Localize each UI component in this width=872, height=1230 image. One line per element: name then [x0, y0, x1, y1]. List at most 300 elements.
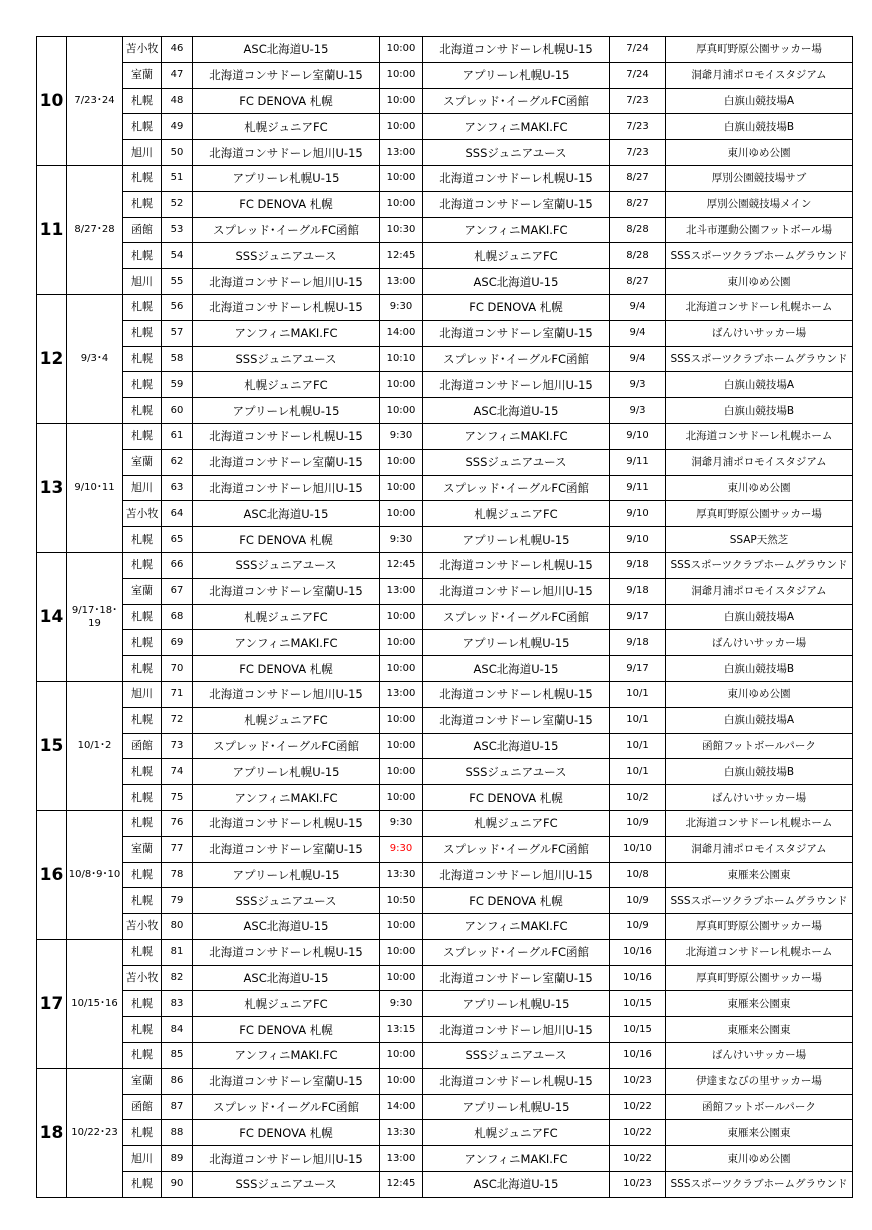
round-number-cell: 13	[37, 423, 67, 552]
table-row	[37, 37, 853, 63]
kickoff-time-cell: 12:45	[380, 243, 423, 269]
home-team-cell: FC DENOVA 札幌	[193, 527, 380, 553]
venue-cell: ばんけいサッカー場	[666, 1043, 853, 1069]
match-number-cell: 67	[162, 578, 193, 604]
home-team-cell: 北海道コンサドーレ旭川U-15	[193, 269, 380, 295]
area-cell: 函館	[123, 217, 162, 243]
area-cell: 札幌	[123, 604, 162, 630]
kickoff-time-cell: 10:00	[380, 939, 423, 965]
table-row	[37, 681, 853, 707]
area-cell: 札幌	[123, 888, 162, 914]
match-date-cell: 10/16	[610, 965, 666, 991]
home-team-cell: スプレッド･イーグルFC函館	[193, 217, 380, 243]
away-team-cell: アンフィニMAKI.FC	[423, 423, 610, 449]
match-number-cell: 52	[162, 191, 193, 217]
match-number-cell: 69	[162, 630, 193, 656]
kickoff-time-cell: 10:00	[380, 707, 423, 733]
home-team-cell: SSSジュニアユース	[193, 888, 380, 914]
match-date-cell: 8/28	[610, 243, 666, 269]
kickoff-time-cell: 13:30	[380, 1120, 423, 1146]
match-number-cell: 64	[162, 501, 193, 527]
table-row	[37, 785, 853, 811]
away-team-cell: アプリーレ札幌U-15	[423, 630, 610, 656]
area-cell: 札幌	[123, 527, 162, 553]
match-date-cell: 9/18	[610, 552, 666, 578]
away-team-cell: スプレッド･イーグルFC函館	[423, 836, 610, 862]
match-date-cell: 10/22	[610, 1120, 666, 1146]
away-team-cell: 北海道コンサドーレ札幌U-15	[423, 165, 610, 191]
match-number-cell: 53	[162, 217, 193, 243]
kickoff-time-cell: 10:00	[380, 37, 423, 63]
kickoff-time-cell: 13:00	[380, 681, 423, 707]
venue-cell: 白旗山競技場A	[666, 88, 853, 114]
match-number-cell: 88	[162, 1120, 193, 1146]
match-number-cell: 59	[162, 372, 193, 398]
area-cell: 札幌	[123, 294, 162, 320]
table-row	[37, 243, 853, 269]
venue-cell: 厚別公園競技場サブ	[666, 165, 853, 191]
match-date-cell: 7/23	[610, 114, 666, 140]
kickoff-time-cell: 14:00	[380, 1094, 423, 1120]
venue-cell: 東川ゆめ公園	[666, 475, 853, 501]
home-team-cell: アンフィニMAKI.FC	[193, 1043, 380, 1069]
match-date-cell: 7/23	[610, 88, 666, 114]
away-team-cell: 北海道コンサドーレ札幌U-15	[423, 37, 610, 63]
venue-cell: SSSスポーツクラブホームグラウンド	[666, 1172, 853, 1198]
venue-cell: 白旗山競技場B	[666, 656, 853, 682]
match-date-cell: 9/11	[610, 475, 666, 501]
kickoff-time-cell: 10:00	[380, 165, 423, 191]
match-number-cell: 79	[162, 888, 193, 914]
area-cell: 札幌	[123, 114, 162, 140]
kickoff-time-cell: 10:00	[380, 114, 423, 140]
kickoff-time-cell: 10:00	[380, 630, 423, 656]
table-row	[37, 733, 853, 759]
match-date-cell: 10/1	[610, 733, 666, 759]
area-cell: 札幌	[123, 398, 162, 424]
home-team-cell: FC DENOVA 札幌	[193, 1120, 380, 1146]
venue-cell: 厚別公園競技場メイン	[666, 191, 853, 217]
home-team-cell: 北海道コンサドーレ室蘭U-15	[193, 62, 380, 88]
table-row	[37, 552, 853, 578]
kickoff-time-cell: 10:00	[380, 1043, 423, 1069]
away-team-cell: アンフィニMAKI.FC	[423, 114, 610, 140]
round-dates-cell: 7/23･24	[67, 37, 123, 166]
table-row	[37, 1146, 853, 1172]
kickoff-time-cell: 13:00	[380, 140, 423, 166]
venue-cell: 厚真町野原公園サッカー場	[666, 501, 853, 527]
away-team-cell: ASC北海道U-15	[423, 733, 610, 759]
home-team-cell: 北海道コンサドーレ室蘭U-15	[193, 836, 380, 862]
kickoff-time-cell: 13:00	[380, 1146, 423, 1172]
kickoff-time-cell: 10:00	[380, 1068, 423, 1094]
match-number-cell: 46	[162, 37, 193, 63]
kickoff-time-cell: 10:00	[380, 372, 423, 398]
table-row	[37, 1120, 853, 1146]
home-team-cell: アプリーレ札幌U-15	[193, 759, 380, 785]
home-team-cell: SSSジュニアユース	[193, 552, 380, 578]
table-row	[37, 1017, 853, 1043]
kickoff-time-cell: 13:15	[380, 1017, 423, 1043]
round-dates-cell: 9/17･18･19	[67, 552, 123, 681]
match-date-cell: 9/17	[610, 656, 666, 682]
venue-cell: 洞爺月浦ポロモイスタジアム	[666, 62, 853, 88]
kickoff-time-cell: 10:00	[380, 759, 423, 785]
home-team-cell: SSSジュニアユース	[193, 346, 380, 372]
round-dates-cell: 10/1･2	[67, 681, 123, 810]
home-team-cell: アプリーレ札幌U-15	[193, 398, 380, 424]
match-date-cell: 8/27	[610, 191, 666, 217]
venue-cell: 東雁来公園東	[666, 862, 853, 888]
table-row	[37, 991, 853, 1017]
match-number-cell: 80	[162, 914, 193, 940]
table-row	[37, 62, 853, 88]
away-team-cell: 北海道コンサドーレ室蘭U-15	[423, 191, 610, 217]
round-dates-cell: 10/15･16	[67, 939, 123, 1068]
away-team-cell: アプリーレ札幌U-15	[423, 527, 610, 553]
match-date-cell: 9/18	[610, 630, 666, 656]
kickoff-time-cell: 9:30	[380, 836, 423, 862]
venue-cell: 東川ゆめ公園	[666, 140, 853, 166]
match-number-cell: 76	[162, 810, 193, 836]
home-team-cell: アンフィニMAKI.FC	[193, 785, 380, 811]
area-cell: 札幌	[123, 939, 162, 965]
venue-cell: 函館フットボールパーク	[666, 733, 853, 759]
home-team-cell: 北海道コンサドーレ旭川U-15	[193, 140, 380, 166]
venue-cell: 北海道コンサドーレ札幌ホーム	[666, 294, 853, 320]
kickoff-time-cell: 10:00	[380, 604, 423, 630]
home-team-cell: ASC北海道U-15	[193, 965, 380, 991]
table-row	[37, 501, 853, 527]
away-team-cell: SSSジュニアユース	[423, 759, 610, 785]
venue-cell: 白旗山競技場B	[666, 398, 853, 424]
area-cell: 札幌	[123, 88, 162, 114]
away-team-cell: アプリーレ札幌U-15	[423, 1094, 610, 1120]
match-date-cell: 10/22	[610, 1094, 666, 1120]
area-cell: 札幌	[123, 656, 162, 682]
table-row	[37, 1043, 853, 1069]
venue-cell: 厚真町野原公園サッカー場	[666, 37, 853, 63]
area-cell: 札幌	[123, 423, 162, 449]
match-date-cell: 8/27	[610, 269, 666, 295]
home-team-cell: 札幌ジュニアFC	[193, 604, 380, 630]
home-team-cell: 北海道コンサドーレ旭川U-15	[193, 1146, 380, 1172]
match-date-cell: 10/9	[610, 810, 666, 836]
area-cell: 札幌	[123, 1172, 162, 1198]
venue-cell: 白旗山競技場A	[666, 604, 853, 630]
away-team-cell: ASC北海道U-15	[423, 398, 610, 424]
away-team-cell: 北海道コンサドーレ室蘭U-15	[423, 320, 610, 346]
match-date-cell: 10/2	[610, 785, 666, 811]
match-number-cell: 49	[162, 114, 193, 140]
away-team-cell: ASC北海道U-15	[423, 269, 610, 295]
match-date-cell: 9/10	[610, 527, 666, 553]
away-team-cell: 北海道コンサドーレ室蘭U-15	[423, 707, 610, 733]
match-number-cell: 81	[162, 939, 193, 965]
table-row	[37, 630, 853, 656]
match-date-cell: 9/3	[610, 398, 666, 424]
schedule-body	[37, 37, 853, 1198]
venue-cell: 東川ゆめ公園	[666, 681, 853, 707]
area-cell: 室蘭	[123, 578, 162, 604]
match-number-cell: 47	[162, 62, 193, 88]
away-team-cell: 北海道コンサドーレ札幌U-15	[423, 552, 610, 578]
home-team-cell: 札幌ジュニアFC	[193, 372, 380, 398]
area-cell: 札幌	[123, 191, 162, 217]
match-number-cell: 61	[162, 423, 193, 449]
table-row	[37, 191, 853, 217]
match-number-cell: 72	[162, 707, 193, 733]
area-cell: 苫小牧	[123, 914, 162, 940]
away-team-cell: 北海道コンサドーレ札幌U-15	[423, 681, 610, 707]
home-team-cell: 札幌ジュニアFC	[193, 114, 380, 140]
round-number-cell: 15	[37, 681, 67, 810]
home-team-cell: 北海道コンサドーレ旭川U-15	[193, 681, 380, 707]
match-date-cell: 10/16	[610, 1043, 666, 1069]
away-team-cell: アンフィニMAKI.FC	[423, 1146, 610, 1172]
away-team-cell: 北海道コンサドーレ旭川U-15	[423, 1017, 610, 1043]
table-row	[37, 836, 853, 862]
home-team-cell: SSSジュニアユース	[193, 243, 380, 269]
away-team-cell: 北海道コンサドーレ札幌U-15	[423, 1068, 610, 1094]
kickoff-time-cell: 13:00	[380, 578, 423, 604]
venue-cell: 洞爺月浦ポロモイスタジアム	[666, 578, 853, 604]
match-date-cell: 7/23	[610, 140, 666, 166]
away-team-cell: FC DENOVA 札幌	[423, 294, 610, 320]
area-cell: 旭川	[123, 269, 162, 295]
area-cell: 札幌	[123, 862, 162, 888]
kickoff-time-cell: 13:00	[380, 269, 423, 295]
match-number-cell: 60	[162, 398, 193, 424]
round-number-cell: 14	[37, 552, 67, 681]
match-number-cell: 84	[162, 1017, 193, 1043]
table-row	[37, 939, 853, 965]
match-date-cell: 9/18	[610, 578, 666, 604]
match-date-cell: 9/3	[610, 372, 666, 398]
venue-cell: 北海道コンサドーレ札幌ホーム	[666, 939, 853, 965]
table-row	[37, 320, 853, 346]
kickoff-time-cell: 10:00	[380, 88, 423, 114]
venue-cell: ばんけいサッカー場	[666, 785, 853, 811]
kickoff-time-cell: 10:00	[380, 501, 423, 527]
table-row	[37, 1172, 853, 1198]
table-row	[37, 346, 853, 372]
match-number-cell: 82	[162, 965, 193, 991]
round-dates-cell: 9/10･11	[67, 423, 123, 552]
home-team-cell: アンフィニMAKI.FC	[193, 630, 380, 656]
table-row	[37, 423, 853, 449]
away-team-cell: 札幌ジュニアFC	[423, 501, 610, 527]
home-team-cell: FC DENOVA 札幌	[193, 1017, 380, 1043]
kickoff-time-cell: 10:00	[380, 398, 423, 424]
venue-cell: 北斗市運動公園フットボール場	[666, 217, 853, 243]
match-number-cell: 48	[162, 88, 193, 114]
match-date-cell: 9/17	[610, 604, 666, 630]
match-date-cell: 10/23	[610, 1172, 666, 1198]
match-date-cell: 10/22	[610, 1146, 666, 1172]
round-number-cell: 11	[37, 165, 67, 294]
home-team-cell: ASC北海道U-15	[193, 37, 380, 63]
match-number-cell: 63	[162, 475, 193, 501]
venue-cell: 東川ゆめ公園	[666, 269, 853, 295]
table-row	[37, 862, 853, 888]
venue-cell: SSAP天然芝	[666, 527, 853, 553]
area-cell: 旭川	[123, 1146, 162, 1172]
kickoff-time-cell: 14:00	[380, 320, 423, 346]
round-number-cell: 18	[37, 1068, 67, 1197]
match-date-cell: 9/11	[610, 449, 666, 475]
match-date-cell: 7/24	[610, 62, 666, 88]
kickoff-time-cell: 10:50	[380, 888, 423, 914]
home-team-cell: 札幌ジュニアFC	[193, 707, 380, 733]
match-date-cell: 8/27	[610, 165, 666, 191]
table-row	[37, 269, 853, 295]
table-row	[37, 1068, 853, 1094]
area-cell: 札幌	[123, 1120, 162, 1146]
table-row	[37, 294, 853, 320]
match-number-cell: 74	[162, 759, 193, 785]
match-date-cell: 10/15	[610, 1017, 666, 1043]
venue-cell: 函館フットボールパーク	[666, 1094, 853, 1120]
area-cell: 札幌	[123, 346, 162, 372]
area-cell: 札幌	[123, 630, 162, 656]
home-team-cell: ASC北海道U-15	[193, 501, 380, 527]
area-cell: 札幌	[123, 707, 162, 733]
kickoff-time-cell: 9:30	[380, 294, 423, 320]
match-date-cell: 10/9	[610, 888, 666, 914]
match-date-cell: 10/9	[610, 914, 666, 940]
venue-cell: 東川ゆめ公園	[666, 1146, 853, 1172]
kickoff-time-cell: 10:00	[380, 733, 423, 759]
home-team-cell: 北海道コンサドーレ札幌U-15	[193, 423, 380, 449]
match-date-cell: 10/1	[610, 707, 666, 733]
venue-cell: ばんけいサッカー場	[666, 630, 853, 656]
home-team-cell: スプレッド･イーグルFC函館	[193, 1094, 380, 1120]
venue-cell: 北海道コンサドーレ札幌ホーム	[666, 423, 853, 449]
kickoff-time-cell: 10:00	[380, 449, 423, 475]
away-team-cell: SSSジュニアユース	[423, 449, 610, 475]
table-row	[37, 372, 853, 398]
match-number-cell: 73	[162, 733, 193, 759]
table-row	[37, 449, 853, 475]
table-row	[37, 656, 853, 682]
match-date-cell: 7/24	[610, 37, 666, 63]
away-team-cell: アプリーレ札幌U-15	[423, 62, 610, 88]
away-team-cell: アプリーレ札幌U-15	[423, 991, 610, 1017]
kickoff-time-cell: 10:00	[380, 785, 423, 811]
match-date-cell: 9/4	[610, 294, 666, 320]
table-row	[37, 398, 853, 424]
area-cell: 札幌	[123, 243, 162, 269]
home-team-cell: 北海道コンサドーレ室蘭U-15	[193, 578, 380, 604]
area-cell: 室蘭	[123, 1068, 162, 1094]
venue-cell: 白旗山競技場B	[666, 114, 853, 140]
venue-cell: 北海道コンサドーレ札幌ホーム	[666, 810, 853, 836]
away-team-cell: SSSジュニアユース	[423, 140, 610, 166]
area-cell: 札幌	[123, 320, 162, 346]
area-cell: 札幌	[123, 810, 162, 836]
venue-cell: SSSスポーツクラブホームグラウンド	[666, 243, 853, 269]
match-number-cell: 83	[162, 991, 193, 1017]
kickoff-time-cell: 9:30	[380, 527, 423, 553]
match-number-cell: 85	[162, 1043, 193, 1069]
table-row	[37, 165, 853, 191]
match-number-cell: 55	[162, 269, 193, 295]
kickoff-time-cell: 10:00	[380, 914, 423, 940]
venue-cell: 白旗山競技場A	[666, 707, 853, 733]
kickoff-time-cell: 9:30	[380, 810, 423, 836]
table-row	[37, 527, 853, 553]
away-team-cell: FC DENOVA 札幌	[423, 785, 610, 811]
home-team-cell: FC DENOVA 札幌	[193, 88, 380, 114]
area-cell: 苫小牧	[123, 37, 162, 63]
area-cell: 函館	[123, 1094, 162, 1120]
kickoff-time-cell: 10:00	[380, 62, 423, 88]
table-row	[37, 88, 853, 114]
match-number-cell: 75	[162, 785, 193, 811]
match-number-cell: 66	[162, 552, 193, 578]
match-number-cell: 51	[162, 165, 193, 191]
match-number-cell: 70	[162, 656, 193, 682]
match-number-cell: 56	[162, 294, 193, 320]
match-date-cell: 10/1	[610, 759, 666, 785]
table-row	[37, 914, 853, 940]
area-cell: 札幌	[123, 1017, 162, 1043]
venue-cell: SSSスポーツクラブホームグラウンド	[666, 552, 853, 578]
away-team-cell: ASC北海道U-15	[423, 656, 610, 682]
kickoff-time-cell: 12:45	[380, 1172, 423, 1198]
table-row	[37, 810, 853, 836]
away-team-cell: スプレッド･イーグルFC函館	[423, 475, 610, 501]
kickoff-time-cell: 10:30	[380, 217, 423, 243]
kickoff-time-cell: 10:00	[380, 191, 423, 217]
home-team-cell: FC DENOVA 札幌	[193, 656, 380, 682]
table-row	[37, 965, 853, 991]
table-row	[37, 114, 853, 140]
venue-cell: 白旗山競技場A	[666, 372, 853, 398]
match-date-cell: 10/15	[610, 991, 666, 1017]
match-number-cell: 50	[162, 140, 193, 166]
area-cell: 札幌	[123, 372, 162, 398]
area-cell: 室蘭	[123, 62, 162, 88]
away-team-cell: アンフィニMAKI.FC	[423, 914, 610, 940]
match-date-cell: 9/10	[610, 423, 666, 449]
area-cell: 札幌	[123, 759, 162, 785]
venue-cell: 伊達まなびの里サッカー場	[666, 1068, 853, 1094]
area-cell: 札幌	[123, 785, 162, 811]
kickoff-time-cell: 10:00	[380, 475, 423, 501]
away-team-cell: スプレッド･イーグルFC函館	[423, 939, 610, 965]
match-number-cell: 58	[162, 346, 193, 372]
match-number-cell: 62	[162, 449, 193, 475]
away-team-cell: スプレッド･イーグルFC函館	[423, 88, 610, 114]
area-cell: 札幌	[123, 165, 162, 191]
venue-cell: SSSスポーツクラブホームグラウンド	[666, 346, 853, 372]
venue-cell: SSSスポーツクラブホームグラウンド	[666, 888, 853, 914]
match-date-cell: 10/1	[610, 681, 666, 707]
away-team-cell: 北海道コンサドーレ旭川U-15	[423, 862, 610, 888]
area-cell: 札幌	[123, 991, 162, 1017]
match-number-cell: 68	[162, 604, 193, 630]
away-team-cell: 札幌ジュニアFC	[423, 1120, 610, 1146]
match-number-cell: 78	[162, 862, 193, 888]
home-team-cell: アプリーレ札幌U-15	[193, 862, 380, 888]
match-date-cell: 10/23	[610, 1068, 666, 1094]
venue-cell: ばんけいサッカー場	[666, 320, 853, 346]
round-number-cell: 17	[37, 939, 67, 1068]
away-team-cell: アンフィニMAKI.FC	[423, 217, 610, 243]
match-number-cell: 89	[162, 1146, 193, 1172]
